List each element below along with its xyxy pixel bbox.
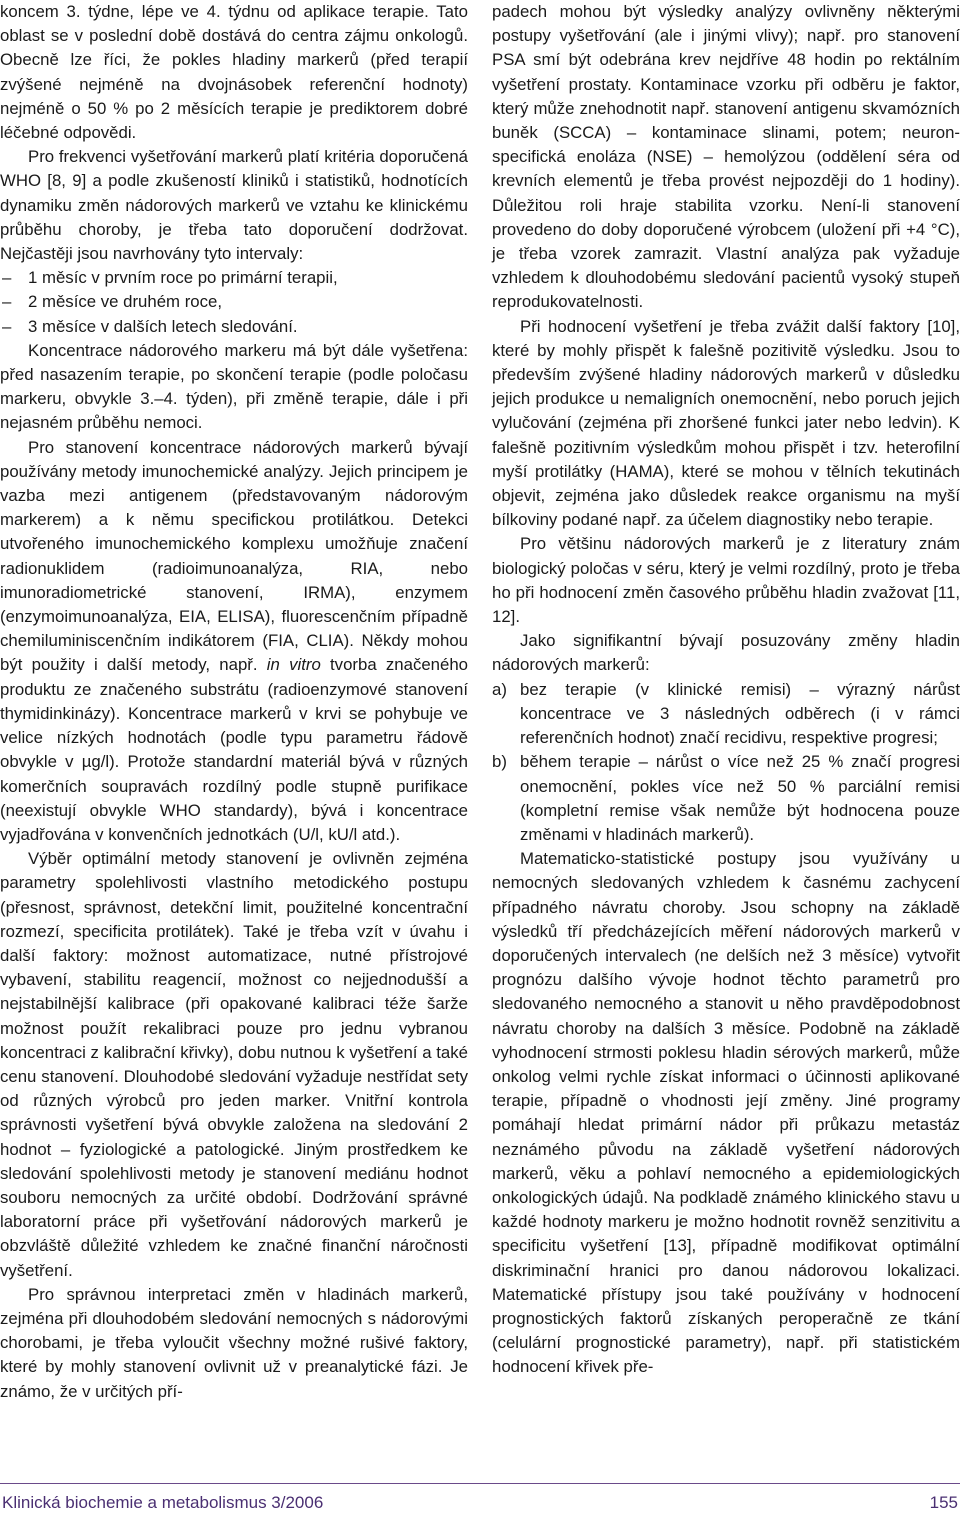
- list-item: [0, 266, 468, 290]
- paragraph: Při hodnocení vyšetření je třeba zvážit další faktory [10], které by mohly přispět k falešně pozitivitě výsledku. Jsou to především zvýšené hladiny nádorových markerů v důsledku jejich produkce u nemaligních onemocnění, nebo poruch jejich vylučování (zejména při zhoršené funkci jater nebo ledvin). K falešně pozitivním výsledkům mohou přispět i tzv. heterofilní myší protilátky (HAMA), které se mohou v tělních tekutinách objevit, zejména jako důsledek reakce organismu na myší bílkoviny podané např. za účelem diagnostiky nebo terapie.: [492, 316, 960, 530]
- list-item: [0, 290, 468, 314]
- journal-name: Klinická biochemie a metabolismus 3/2006: [2, 1493, 324, 1512]
- paragraph: padech mohou být výsledky analýzy ovlivněny některými postupy vyšetřování (ale i jinými vlivy); např. pro stanovení PSA smí být odebrána krev nejdříve 48 hodin po rektálním vyšetření prostaty. Kontaminace vzorku při odběru je faktor, který může znehodnotit např. stanovení antigenu skvamózních buněk (SCCA) – kontaminace slinami, potem; neuron-specifická enoláza (NSE) – hemolýzou (oddělení séra od krevních elementů je třeba provést nejpozději do 1 hodiny). Důležitou roli hraje stabilita vzorku. Není-li stanovení provedeno do doby doporučené výrobcem (uložení při +4 °C), je třeba vzorek zamrazit. Vlastní analýza pak vyžaduje vzhledem k dlouhodobému sledování pacientů vysoký stupeň reprodukovatelnosti.: [492, 2, 960, 312]
- interval-list: [0, 266, 468, 339]
- text-run: tvorba značeného produktu ze značeného substrátu (radioenzymové stanovení thymidinkinázy). Koncentrace markerů v krvi se pohybuje ve velice nízkých hodnotách (podle typu parametru řádově obvykle v µg/l). Protože standardní materiál bývá v různých komerčních soupravách rozdílný podle stupně purifikace (neexistují obvykle WHO standardy), bývá i koncentrace vyjadřována v konvenčních jednotkách (U/l, kU/l atd.).: [0, 655, 469, 844]
- paragraph: Výběr optimální metody stanovení je ovlivněn zejména parametry spolehlivosti vlastního metodického postupu (přesnost, správnost, detekční limit, použitelné koncentrační rozmezí, specificita protilátek). Také je třeba vzít v úvahu i další faktory: možnost automatizace, nutné přístrojové vybavení, stabilitu reagencií, možnost co nejjednodušší a nejstabilnější kalibrace (při opakované kalibraci téže šarže možnost použít rekalibraci pouze pro jednu vybranou koncentraci z kalibrační křivky), dobu nutnou k vyšetření a také cenu stanovení. Dlouhodobé sledování vyžaduje nestřídat sety od různých výrobců pro jeden marker. Vnitřní kontrola správnosti vyšetření bývá obvykle založena na sledování 2 hodnot – fyziologické a patologické. Jiným prostředkem ke sledování spolehlivosti metody je stanovení mediánu hodnot souboru nemocných za určité období. Dodržování správné laboratorní práce při vyšetřování nádorových markerů je obzvláště důležité vzhledem ke značné finanční náročnosti vyšetření.: [0, 849, 468, 1280]
- right-column: [492, 0, 960, 1380]
- list-item-text: bez terapie (v klinické remisi) – výrazný nárůst koncentrace ve 3 následných odběrech (i v rámci referenčních hodnot) značí recidivu, respektive progresi;: [520, 679, 960, 748]
- list-item: [492, 750, 960, 847]
- paragraph: Koncentrace nádorového markeru má být dále vyšetřena: před nasazením terapie, po skončení terapie (podle poločasu markeru, obvykle 3.–4. týden), při změně terapie, dále i při nejasném průběhu nemoci.: [0, 340, 468, 433]
- list-item: [0, 315, 468, 339]
- dash-bullet: –: [2, 292, 12, 312]
- dash-bullet: –: [2, 316, 12, 336]
- text-run: Pro stanovení koncentrace nádorových markerů bývají používány metody imunochemické analýzy. Jejich principem je vazba mezi antigenem (představovaným nádorovým markerem) a k němu specifickou protilátkou. Detekci utvořeného imunochemického komplexu umožňuje značení radionuklidem (radioimunoanalýza, RIA, nebo imunoradiometrické stanovení, IRMA), enzymem (enzymoimunoanalýza, EIA, ELISA), fluorescenčním případně chemiluminiscenčním indikátorem (FIA, CLIA). Někdy mohou být použity i další metody, např.: [0, 437, 468, 675]
- list-item-text: 1 měsíc v prvním roce po primární terapii,: [28, 268, 338, 288]
- list-item-text: 3 měsíce v dalších letech sledování.: [28, 316, 298, 336]
- list-item-text: 2 měsíce ve druhém roce,: [28, 292, 223, 312]
- italic-term: in vitro: [266, 655, 321, 675]
- paragraph: Pro frekvenci vyšetřování markerů platí kritéria doporučená WHO [8, 9] a podle zkušeností kliniků i statistiků, hodnotících dynamiku změn nádorových markerů ve vztahu ke klinickému průběhu choroby, je třeba tato doporučení dodržovat. Nejčastěji jsou navrhovány tyto intervaly:: [0, 147, 468, 264]
- paragraph: Pro většinu nádorových markerů je z literatury znám biologický poločas v séru, který je velmi rozdílný, proto je třeba ho při hodnocení změn časového průběhu hladin zvažovat [11, 12].: [492, 534, 960, 627]
- list-marker: a): [492, 679, 507, 699]
- significance-list: [492, 678, 960, 847]
- page-footer: [0, 1483, 960, 1513]
- page-number: 155: [929, 1493, 958, 1512]
- paragraph: Pro správnou interpretaci změn v hladinách markerů, zejména při dlouhodobém sledování nemocných s nádorovými chorobami, je třeba vyloučit všechny možné rušivé faktory, které by mohly stanovení ovlivnit už v preanalytické fázi. Je známo, že v určitých pří-: [0, 1284, 468, 1401]
- list-marker: b): [492, 752, 507, 772]
- paragraph: Matematicko-statistické postupy jsou využívány u nemocných sledovaných vzhledem k časnému zachycení případného návratu choroby. Jsou schopny na základě výsledků tří předcházejících měření nádorových markerů v doporučených intervalech (ne delších než 3 měsíce) vytvořit prognózu dalšího vývoje hodnot těchto parametrů pro sledovaného nemocného a stanovit u něho pravděpodobnost návratu choroby na dalších 3 měsíce. Podobně na základě vyhodnocení strmosti poklesu hladin sérových markerů, může onkolog velmi rychle získat informaci o účinnosti aplikované terapie, případně o vhodnosti její změny. Jiné programy pomáhají hledat primární nádor při průkazu metastáz neznámého původu na základě vyšetření nádorových markerů, věku a pohlaví nemocného a epidemiologických onkologických údajů. Na podkladě známého klinického stavu u každé hodnoty markeru je možno hodnotit rovněž senzitivitu a specificitu vyšetření [13], případně modifikovat optimální diskriminační hranici pro danou nádorovou lokalizaci. Matematické přístupy jsou také používány v hodnocení prognostických faktorů získaných peroperačně ze tkání (celulární prognostické parametry), např. při statistickém hodnocení křivek pře-: [492, 849, 960, 1377]
- paragraph: [0, 436, 468, 847]
- list-item-text: během terapie – nárůst o více než 25 % značí progresi onemocnění, pokles více než 50 % parciální remisi (kompletní remise však nemůže být hodnocena pouze změnami v hladinách markerů).: [520, 752, 960, 844]
- paragraph: koncem 3. týdne, lépe ve 4. týdnu od aplikace terapie. Tato oblast se v poslední době dostává do centra zájmu onkologů. Obecně lze říci, že pokles hladiny markerů (před terapií zvýšené nejméně na dvojnásobek referenční hodnoty) nejméně o 50 % po 2 měsících terapie je prediktorem dobré léčebné odpovědi.: [0, 2, 468, 143]
- left-column: [0, 0, 468, 1404]
- list-item: [492, 678, 960, 751]
- paragraph: Jako signifikantní bývají posuzovány změny hladin nádorových markerů:: [492, 631, 960, 675]
- dash-bullet: –: [2, 268, 12, 288]
